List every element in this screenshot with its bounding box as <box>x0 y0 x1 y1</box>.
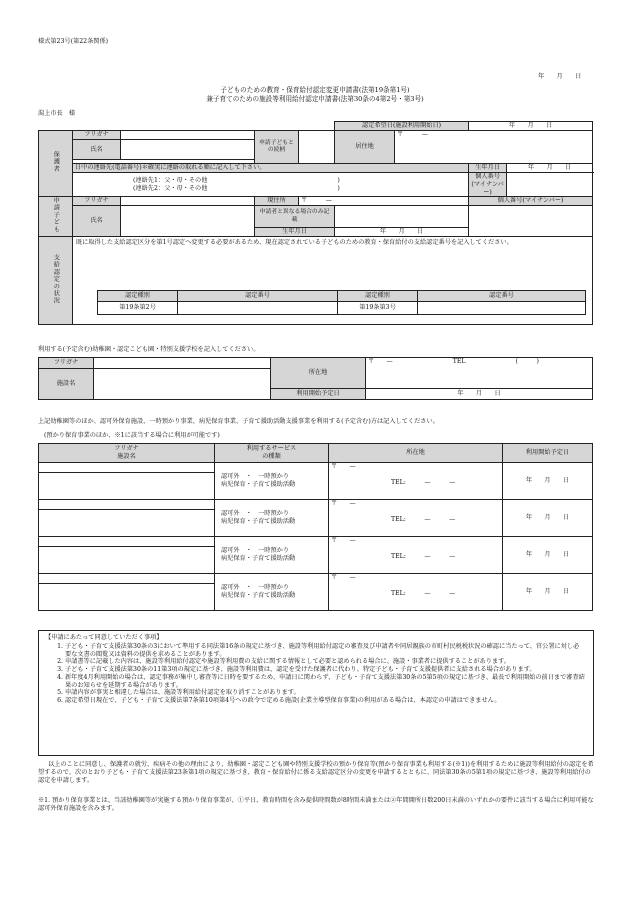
svc-start-input[interactable]: 年 月 日 <box>503 537 593 574</box>
svc-furigana-input[interactable] <box>39 537 215 547</box>
guardian-address-input[interactable]: 〒 — <box>395 131 593 164</box>
svc-furigana-input[interactable] <box>39 500 215 510</box>
title-line-1: 子どものための教育・保育給付認定変更申請書(法第19条第1号) <box>220 86 410 94</box>
guardian-name-label: 氏名 <box>73 140 121 160</box>
svc-furigana-input[interactable] <box>39 574 215 584</box>
cert-no-b-input[interactable] <box>418 302 586 315</box>
consent-box <box>38 630 594 756</box>
kg-furigana-label: フリガナ <box>39 358 94 369</box>
cert-type-b: 第19条第3号 <box>338 302 418 315</box>
relation-input[interactable] <box>299 131 335 164</box>
certification-table <box>97 290 586 315</box>
child-label: 申請子ども <box>39 197 73 237</box>
cert-no-a-input[interactable] <box>178 302 338 315</box>
personal-number-input[interactable] <box>507 173 593 197</box>
cert-no-header-1: 認定番号 <box>178 291 338 302</box>
kg-furigana-input[interactable] <box>94 358 271 369</box>
child-furigana-input[interactable] <box>121 197 255 206</box>
kg-facility-label: 施設名 <box>39 369 94 400</box>
guardian-birth-label: 生年月日 <box>469 164 507 173</box>
current-address-label: 現住所 <box>255 197 299 206</box>
personal-number-label: 個人番号(マイナンバー) <box>469 173 507 197</box>
consent-heading: 【申請にあたって同意していただく事項】 <box>45 634 163 641</box>
recipient: 潟上市長 様 <box>38 110 76 117</box>
status-text: 既に取得した支給認定区分を第1号認定へ変更する必要があるため、現在認定されている子どものための教育・保育給付の支給認定番号を記入してください。 <box>76 239 513 246</box>
svc-type-options[interactable]: 認可外 ・ 一時預かり 病児保育・子育て援助活動 <box>215 500 329 537</box>
h-location: 所在地 <box>329 444 503 463</box>
guardian-furigana-label: フリガナ <box>73 131 121 140</box>
kg-facility-input[interactable] <box>94 369 271 400</box>
child-name-input[interactable] <box>121 206 255 237</box>
svc-type-options[interactable]: 認可外 ・ 一時預かり 病児保育・子育て援助活動 <box>215 537 329 574</box>
footnote: ※1. 預かり保育事業とは、当該幼稚園等が実施する預かり保育事業が、①平日、教育時間を含み提供時間数が8時間未満または②年間開所日数200日未満のいずれかの要件に該当する場合に利用可能な認可外保育施設を含みます。 <box>38 797 594 812</box>
consent-item: 2. 申請書等に記載した内容は、施設等利用給付認定や施設等利用費の支給に関する情報として必要と認められる場合に、施設・事業者に提供することがあります。 <box>65 658 585 666</box>
consent-item: 1. 子ども・子育て支援法第30条の3において準用する同法第16条の規定に基づき、施設等利用給付認定の審査及び申請者や同居親族の市町村民税税状況の確認に当たって、官公署に対し必要な文書の閲覧又は資料の提供を求めることがあります。 <box>65 643 585 659</box>
child-birth-label: 生年月日 <box>255 228 335 237</box>
form-number: 様式第23号(第22条関係) <box>38 38 109 45</box>
desired-date-label: 認定希望日(施設利用開始日) <box>335 122 469 131</box>
application-date: 年 月 日 <box>538 73 582 80</box>
section3-intro: 上記幼稚園等のほか、認可外保育施設、一時預かり事業、病児保育事業、子育て援助活動支援事業を利用する(予定含む)方は記入してください。 <box>38 418 439 425</box>
child-personal-number-label: 個人番号(マイナンバー) <box>469 197 593 206</box>
svc-furigana-input[interactable] <box>39 463 215 473</box>
kg-start-label: 利用開始予定日 <box>271 389 366 400</box>
kindergarten-table <box>38 357 593 400</box>
closing-statement: 以上のことに同意し、保護者の就労、疾病その他の理由により、幼稚園・認定こども園や特別支援学校の預かり保育等(預かり保育事業も利用する(※1))を利用するために施設等利用給付の認定を希望するので、次のとおり子ども・子育て支援法第23条第1項の規定に基づき、教育・保育給付に係る支給認定区分の変更を申請するとともに、同法第30条の5第1項の規定に基づき、施設等利用給付の認定を申請します。 <box>38 761 594 784</box>
svc-facility-input[interactable] <box>39 473 215 500</box>
svc-facility-input[interactable] <box>39 584 215 611</box>
svc-location-input[interactable]: 〒 — TEL: — — <box>329 500 503 537</box>
child-birth-input[interactable]: 年 月 日 <box>335 228 469 237</box>
svc-location-input[interactable]: 〒 — TEL: — — <box>329 537 503 574</box>
guardian-label: 保護者 <box>39 131 73 197</box>
other-services-table <box>38 443 593 611</box>
svc-location-input[interactable]: 〒 — TEL: — — <box>329 574 503 611</box>
address-label: 居住地 <box>335 131 395 164</box>
h-service: 利用するサービス の種類 <box>215 444 329 463</box>
section3-note: (預かり保育事業のほか、※1に該当する場合に利用が可能です) <box>44 432 220 439</box>
kg-start-input[interactable]: 年 月 日 <box>366 389 593 400</box>
contact-2[interactable]: (連絡先2：父・母・その他 ) <box>133 184 340 192</box>
svc-facility-input[interactable] <box>39 547 215 574</box>
relation-label: 申請子どもとの続柄 <box>255 131 299 164</box>
consent-item: 6. 認定希望日現在で、子ども・子育て支援法第7条第10項第4号への政令で定める施設(企業主導型保育事業)の利用がある場合は、本認定の申請はできません。 <box>65 697 585 705</box>
consent-item: 4. 新年度4月利用開始の場合は、認定事務が集中し審査等に日時を要するため、申請日に関わらず、子ども・子育て支援法第30条の5第5項の規定に基づき、最長で利用開始の前日まで審査結果のお知らせを延期する場合があります。 <box>65 674 585 690</box>
contact-1[interactable]: (連絡先1：父・母・その他 ) <box>133 176 340 184</box>
kg-location-input[interactable]: 〒 — TEL ( ) <box>366 358 593 389</box>
svc-type-options[interactable]: 認可外 ・ 一時預かり 病児保育・子育て援助活動 <box>215 574 329 611</box>
cert-type-header-2: 認定種別 <box>338 291 418 302</box>
guardian-birth-input[interactable]: 年 月 日 <box>507 164 593 173</box>
cert-no-header-2: 認定番号 <box>418 291 586 302</box>
different-address-note: 申請者と異なる場合のみ記載 <box>255 206 335 228</box>
desired-date-field[interactable]: 年 月 日 <box>469 122 593 131</box>
child-address-input[interactable]: 〒 — <box>299 197 469 206</box>
kg-location-label: 所在地 <box>271 358 366 389</box>
title-line-2: 兼子育てのための施設等利用給付認定申請書(法第30条の4第2号・第3号) <box>206 95 424 103</box>
child-name-label: 氏名 <box>73 206 121 237</box>
consent-list <box>65 643 585 705</box>
cert-type-header-1: 認定種別 <box>98 291 178 302</box>
svc-start-input[interactable]: 年 月 日 <box>503 463 593 500</box>
cert-type-a: 第19条第2号 <box>98 302 178 315</box>
h-start: 利用開始予定日 <box>503 444 593 463</box>
status-label: 支給認定の状況 <box>39 237 73 325</box>
h-facility: フリガナ 施設名 <box>39 444 215 463</box>
contact-fields[interactable] <box>73 173 469 197</box>
svc-start-input[interactable]: 年 月 日 <box>503 500 593 537</box>
consent-item: 5. 申請内容が事実と相違した場合は、施設等利用給付認定を取り消すことがあります。 <box>65 689 585 697</box>
svc-location-input[interactable]: 〒 — TEL: — — <box>329 463 503 500</box>
child-furigana-label: フリガナ <box>73 197 121 206</box>
svc-facility-input[interactable] <box>39 510 215 537</box>
svc-start-input[interactable]: 年 月 日 <box>503 574 593 611</box>
daytime-contact-label: 日中の連絡先(電話番号)＊確実に連絡の取れる順に記入して下さい。 <box>73 164 469 173</box>
guardian-name-input[interactable] <box>121 140 255 160</box>
consent-item: 3. 子ども・子育て支援法第30条の11第3項の規定に基づき、施設等利用費は、認定を受けた保護者に代わり、特定子ども・子育て支援提供者に支給される場合があります。 <box>65 666 585 674</box>
guardian-furigana-input[interactable] <box>121 131 255 140</box>
child-personal-number-input[interactable] <box>469 206 593 237</box>
svc-type-options[interactable]: 認可外 ・ 一時預かり 病児保育・子育て援助活動 <box>215 463 329 500</box>
section2-intro: 利用する(予定含む)幼稚園・認定こども園・特別支援学校を記入してください。 <box>38 346 260 353</box>
